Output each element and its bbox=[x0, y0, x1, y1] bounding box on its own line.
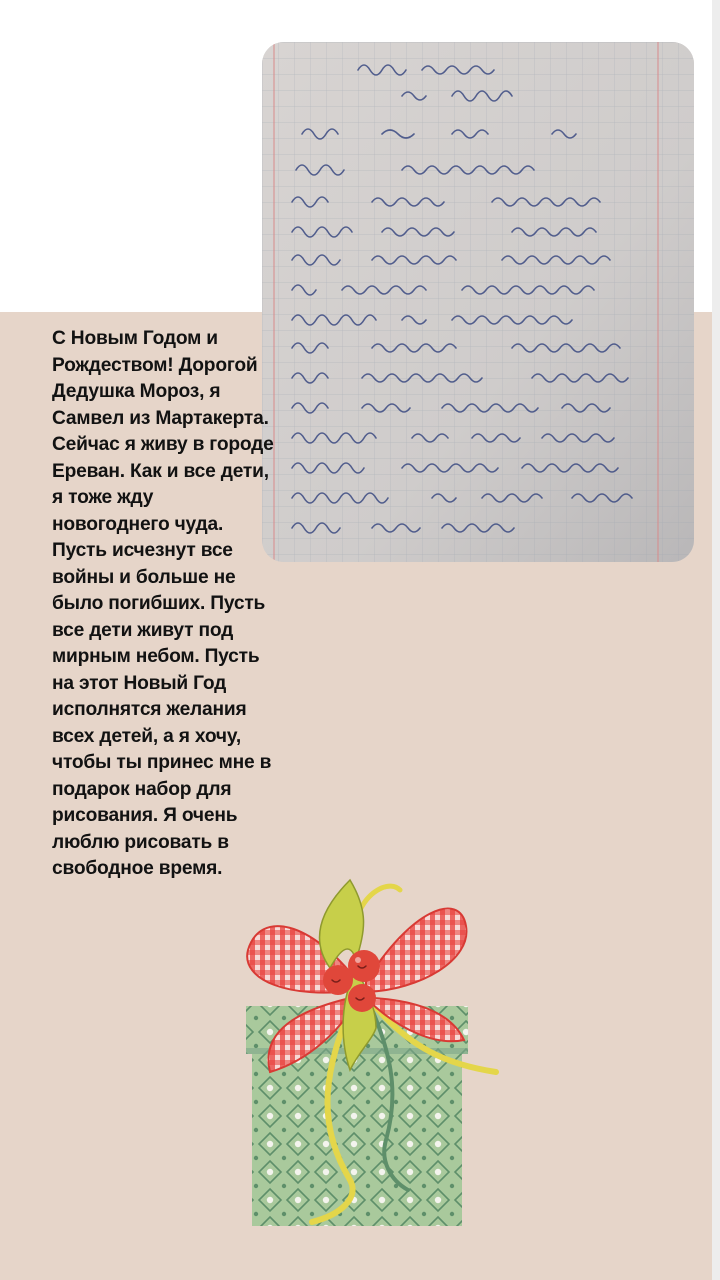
letter-translation-text: С Новым Годом и Рождеством! Дорогой Дедушка Мороз, я Самвел из Мартакерта. Сейчас я живу в городе Ереван. Как и все дети, я тоже жду новогоднего чуда. Пусть исчезнут все войны и больше не было погибших. Пусть все дети живут под мирным небом. Пусть на этот Новый Год исполнятся желания всех детей, а я хочу, чтобы ты принес мне в подарок набор для рисования. Я очень люблю рисовать в свободное время. bbox=[52, 328, 274, 879]
screen-edge bbox=[712, 0, 720, 1280]
gift-box-illustration bbox=[200, 850, 530, 1242]
handwritten-letter-photo bbox=[262, 42, 694, 562]
letter-paper-icon bbox=[262, 42, 694, 562]
gift-icon bbox=[200, 850, 530, 1242]
